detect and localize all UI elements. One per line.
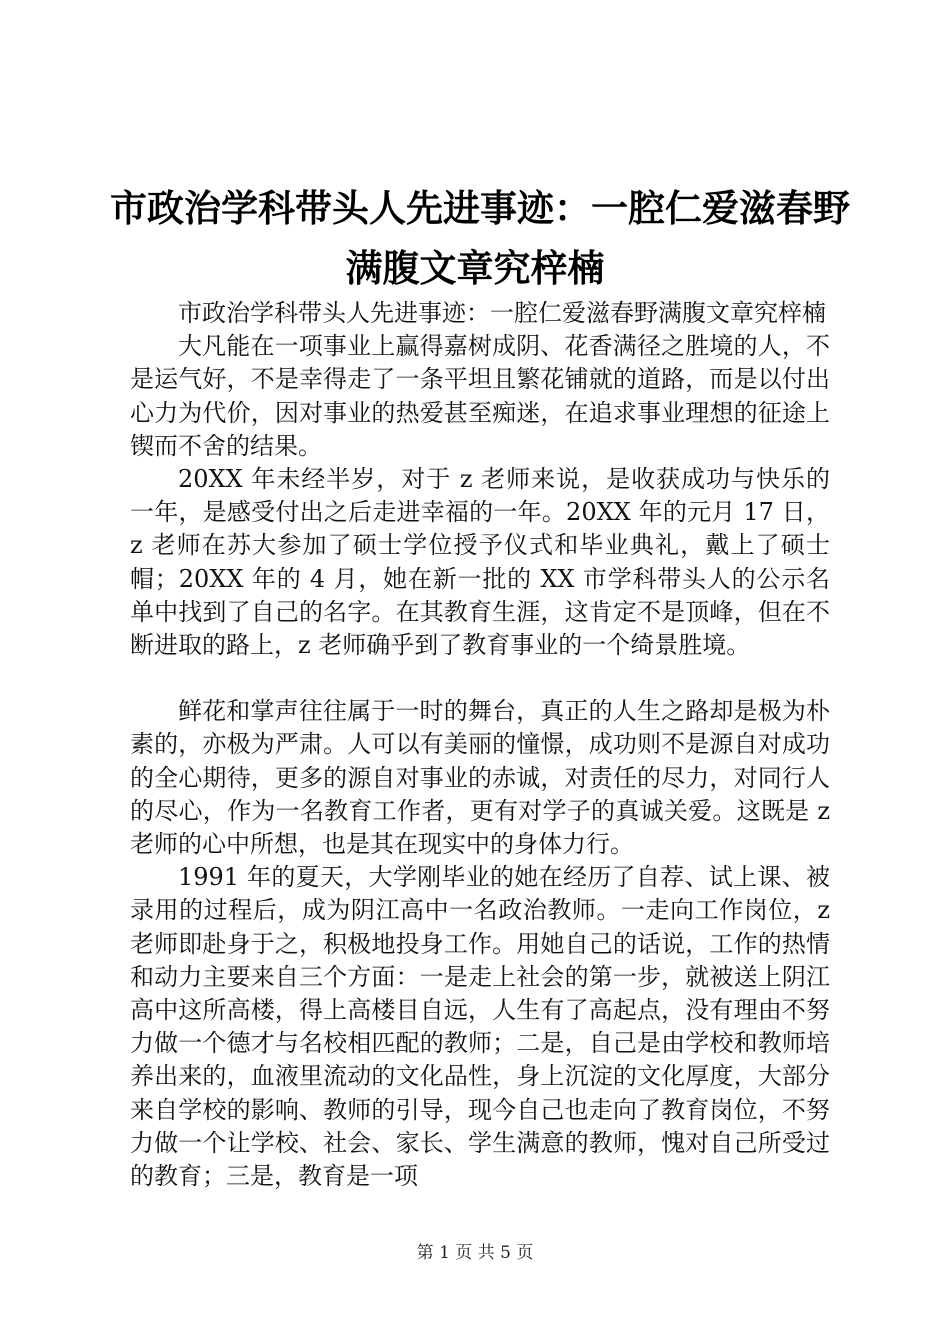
paragraph-achievements: 20XX 年未经半岁，对于 z 老师来说，是收获成功与快乐的一年，是感受付出之后走进幸福的一年。20XX 年的元月 17 日，z 老师在苏大参加了硕士学位授予仪式和毕业典礼，戴上了硕士帽；20XX 年的 4 月，她在新一批的 XX 市学科带头人的公示名单中找到了自己的名字。在其教育生涯，这肯定不是顶峰，但在不断进取的路上，z 老师确乎到了教育事业的一个绮景胜境。 [130, 465, 830, 660]
document-body [130, 297, 830, 1193]
paragraph-reflection: 鲜花和掌声往往属于一时的舞台，真正的人生之路却是极为朴素的，亦极为严肃。人可以有美丽的憧憬，成功则不是源自对成功的全心期待，更多的源自对事业的赤诚，对责任的尽力，对同行人的尽心，作为一名教育工作者，更有对学子的真诚关爱。这既是 z 老师的心中所想，也是其在现实中的身体力行。 [130, 697, 830, 859]
paragraph-repeat-title: 市政治学科带头人先进事迹：一腔仁爱滋春野满腹文章究梓楠 [178, 299, 826, 327]
paragraph-career-start: 1991 年的夏天，大学刚毕业的她在经历了自荐、试上课、被录用的过程后，成为阴江高中一名政治教师。一走向工作岗位，z 老师即赴身于之，积极地投身工作。用她自己的话说，工作的热情和动力主要来自三个方面：一是走上社会的第一步，就被送上阴江高中这所高楼，得上高楼目自远，人生有了高起点，没有理由不努力做一个德才与名校相匹配的教师；二是，自己是由学校和教师培养出来的，血液里流动的文化品性，身上沉淀的文化厚度，大部分来自学校的影响、教师的引导，现今自己也走向了教育岗位，不努力做一个让学校、社会、家长、学生满意的教师，愧对自己所受过的教育；三是，教育是一项 [130, 863, 830, 1191]
paragraph-intro: 大凡能在一项事业上赢得嘉树成阴、花香满径之胜境的人，不是运气好，不是幸得走了一条平坦且繁花铺就的道路，而是以付出心力为代价，因对事业的热爱甚至痴迷，在追求事业理想的征途上锲而不舍的结果。 [130, 332, 830, 460]
document-title-line-2: 满腹文章究梓楠 [345, 246, 605, 290]
document-title-line-1: 市政治学科带头人先进事迹：一腔仁爱滋春野 [110, 186, 850, 230]
page-footer: 第 1 页 共 5 页 [416, 1243, 534, 1263]
